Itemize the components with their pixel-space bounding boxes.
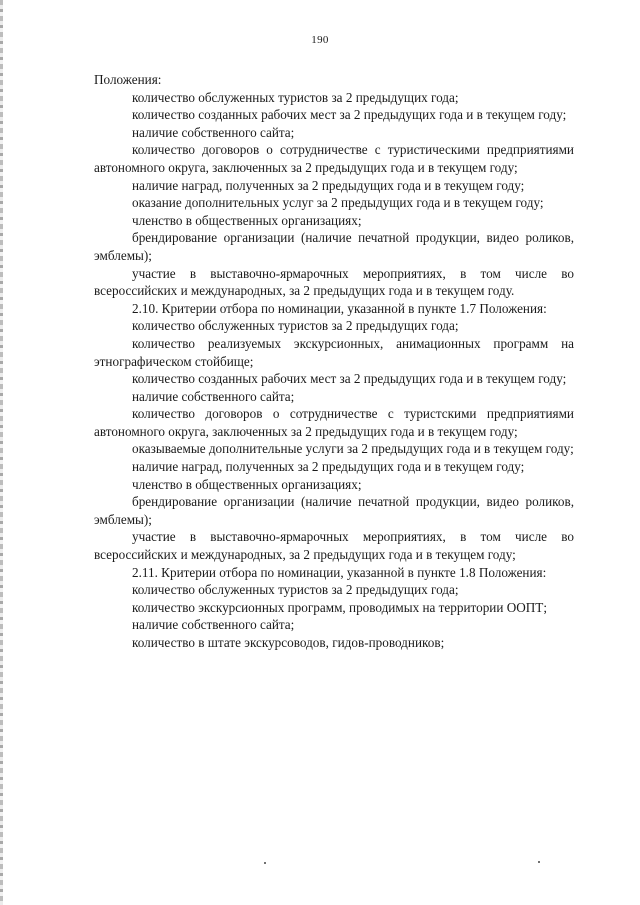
scan-speck — [264, 862, 266, 864]
paragraph: членство в общественных организациях; — [132, 212, 362, 228]
paragraph: Положения: — [94, 72, 162, 87]
paragraph: наличие собственного сайта; — [132, 617, 295, 633]
page-number: 190 — [311, 34, 329, 46]
paragraph: количество реализуемых экскурсионных, анимационных программ на этнографическом стойбище; — [94, 335, 574, 369]
paragraph: наличие наград, полученных за 2 предыдущих года и в текущем году; — [132, 459, 525, 475]
paragraph: наличие наград, полученных за 2 предыдущих года и в текущем году; — [132, 177, 525, 193]
paragraph: оказание дополнительных услуг за 2 предыдущих года и в текущем году; — [132, 195, 544, 211]
paragraph: количество обслуженных туристов за 2 предыдущих года; — [132, 89, 459, 105]
section-heading-2-10: 2.10. Критерии отбора по номинации, указанной в пункте 1.7 Положения: — [132, 300, 547, 316]
paragraph: оказываемые дополнительные услуги за 2 предыдущих года и в текущем году; — [132, 441, 574, 457]
paragraph: участие в выставочно-ярмарочных мероприятиях, в том числе во всероссийских и международных, за 2 предыдущих года и в текущем году. — [94, 265, 574, 299]
paragraph: брендирование организации (наличие печатной продукции, видео роликов, эмблемы); — [94, 494, 574, 527]
paragraph: брендирование организации (наличие печатной продукции, видео роликов, эмблемы); — [94, 230, 574, 263]
paragraph: количество экскурсионных программ, проводимых на территории ООПТ; — [132, 599, 548, 615]
paragraph: количество созданных рабочих мест за 2 предыдущих года и в текущем году; — [132, 371, 567, 387]
paragraph: наличие собственного сайта; — [132, 388, 295, 404]
paragraph: количество в штате экскурсоводов, гидов-проводников; — [132, 635, 445, 650]
paragraph: участие в выставочно-ярмарочных мероприятиях, в том числе во всероссийских и международных, за 2 предыдущих года и в текущем году; — [94, 529, 574, 563]
paragraph: членство в общественных организациях; — [132, 476, 362, 492]
paragraph: количество обслуженных туристов за 2 предыдущих года; — [132, 318, 459, 334]
scan-edge — [0, 0, 3, 905]
section-heading-2-11: 2.11. Критерии отбора по номинации, указанной в пункте 1.8 Положения: — [132, 564, 547, 580]
scan-speck — [538, 861, 540, 863]
document-body — [94, 71, 574, 652]
paragraph: количество договоров о сотрудничестве с туристическими предприятиями автономного округа, заключенных за 2 предыдущих года и в текущем году; — [94, 142, 574, 175]
paragraph: количество обслуженных туристов за 2 предыдущих года; — [132, 582, 459, 598]
paragraph: количество созданных рабочих мест за 2 предыдущих года и в текущем году; — [132, 107, 567, 123]
paragraph: количество договоров о сотрудничестве с туристскими предприятиями автономного округа, заключенных за 2 предыдущих года и в текущем году; — [94, 406, 574, 439]
paragraph: наличие собственного сайта; — [132, 124, 295, 140]
